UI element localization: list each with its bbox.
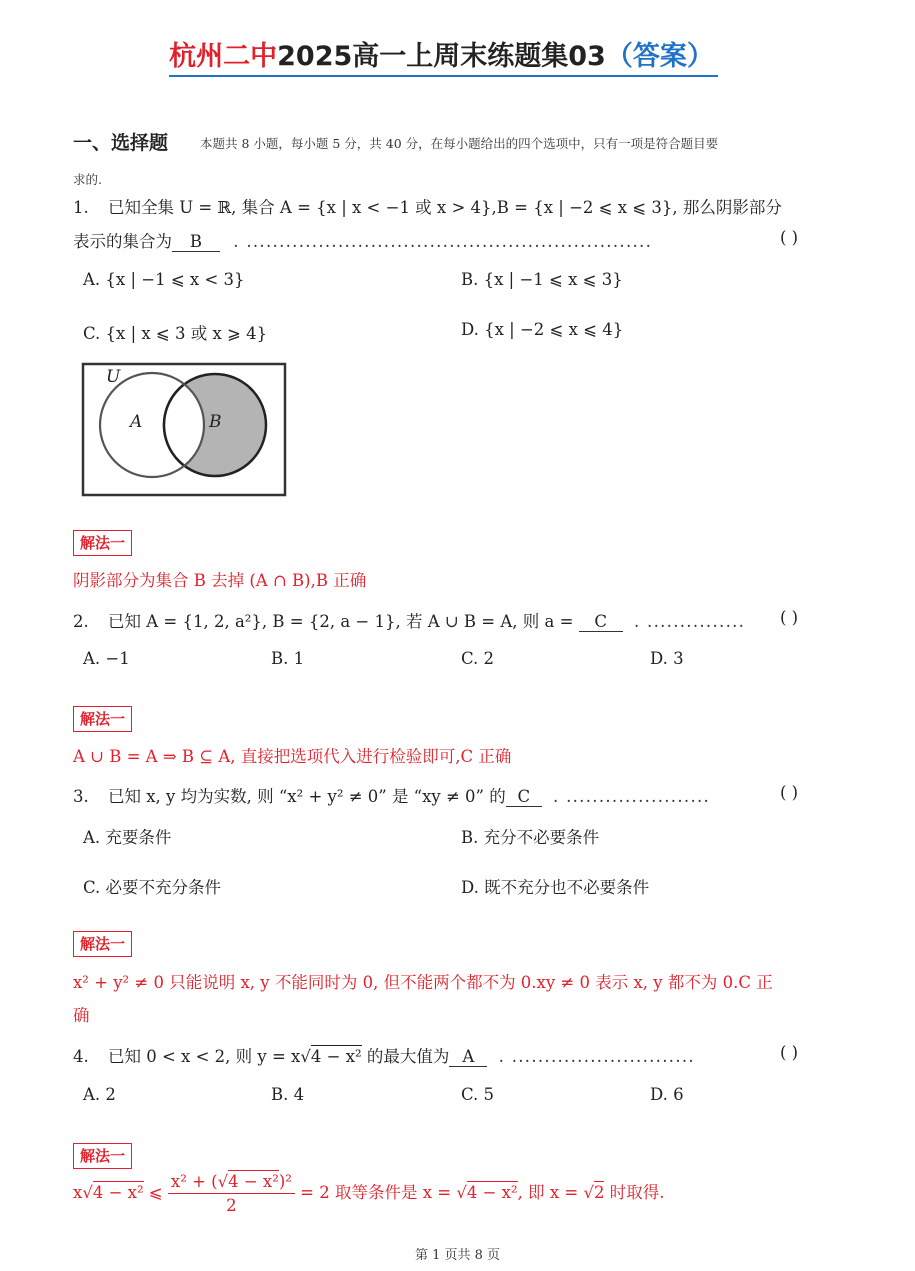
- question-2-stem: [73, 608, 745, 632]
- option-d: D. 3: [650, 649, 684, 668]
- page-footer: 第 1 页共 8 页: [414, 1248, 501, 1263]
- section-heading: 一、选择题: [73, 132, 169, 154]
- formula-text: ⩽: [143, 1183, 168, 1202]
- question-text: 已知 x, y 均为实数, 则 “x² + y² ≠ 0” 是 “xy ≠ 0” 的: [108, 787, 506, 806]
- option-c: C. 必要不充分条件: [83, 878, 222, 897]
- title-main: 2025高一上周末练题集03: [277, 41, 606, 72]
- fraction-numerator: x² + (√4 − x²)²: [168, 1172, 295, 1194]
- solution-label: 解法一: [73, 530, 132, 556]
- answer-blank: C: [506, 787, 542, 807]
- answer-blank: A: [449, 1047, 487, 1067]
- solution-label: 解法一: [73, 1143, 132, 1169]
- question-text: 表示的集合为: [73, 232, 172, 251]
- title-answer-tag: （答案）: [605, 41, 714, 72]
- radicand: 4 − x²: [92, 1183, 144, 1202]
- page-title: [0, 34, 915, 77]
- formula-text: x: [73, 1183, 83, 1202]
- question-number: 2.: [73, 612, 89, 631]
- fraction-denominator: 2: [226, 1196, 237, 1215]
- sqrt-sign: √: [300, 1047, 311, 1066]
- section-description-cont: 求的.: [73, 172, 102, 187]
- question-text: 已知 A = {1, 2, a²}, B = {2, a − 1}, 若 A ∪ B = A, 则 a =: [108, 612, 574, 631]
- venn-label-b: B: [209, 412, 222, 432]
- section-description: 本题共 8 小题，每小题 5 分，共 40 分，在每小题给出的四个选项中，只有一项是符合题目要: [200, 136, 719, 151]
- option-d: D. 既不充分也不必要条件: [461, 878, 650, 897]
- answer-paren: ( ): [780, 1043, 799, 1062]
- question-text: 已知 0 < x < 2, 则 y = x: [108, 1047, 301, 1066]
- dot-leader: . ......................: [553, 787, 711, 806]
- radicand: 4 − x²: [310, 1047, 362, 1066]
- venn-label-a: A: [130, 412, 143, 432]
- solution-label: 解法一: [73, 931, 132, 957]
- question-1-stem-cont: [73, 228, 652, 252]
- option-c: C. 5: [461, 1085, 495, 1104]
- venn-label-u: U: [106, 367, 121, 387]
- option-b: B. 4: [271, 1085, 305, 1104]
- option-a: A. 2: [83, 1085, 116, 1104]
- option-b: B. {x | −1 ⩽ x ⩽ 3}: [461, 270, 623, 289]
- radicand: 2: [593, 1183, 605, 1202]
- solution-text: x² + y² ≠ 0 只能说明 x, y 不能同时为 0, 但不能两个都不为 0.xy ≠ 0 表示 x, y 都不为 0.C 正: [73, 973, 773, 992]
- dot-leader: . ............................: [498, 1047, 695, 1066]
- option-b: B. 充分不必要条件: [461, 828, 600, 847]
- option-b: B. 1: [271, 649, 305, 668]
- title-school: 杭州二中: [169, 41, 278, 72]
- answer-blank: B: [172, 232, 220, 252]
- question-3-stem: [73, 783, 710, 807]
- radicand: 4 − x²: [466, 1183, 518, 1202]
- solution-text: A ∪ B = A ⇒ B ⊆ A, 直接把选项代入进行检验即可,C 正确: [73, 747, 512, 766]
- formula-text: , 即 x =: [517, 1183, 584, 1202]
- question-text: 已知全集 U = ℝ, 集合 A = {x | x < −1 或 x > 4},B = {x | −2 ⩽ x ⩽ 3}, 那么阴影部分: [108, 198, 782, 217]
- dot-leader: . ...............: [633, 612, 746, 631]
- question-number: 4.: [73, 1047, 89, 1066]
- solution-text: 阴影部分为集合 B 去掉 (A ∩ B),B 正确: [73, 571, 367, 590]
- question-number: 3.: [73, 787, 89, 806]
- option-a: A. 充要条件: [83, 828, 172, 847]
- option-a: A. −1: [83, 649, 130, 668]
- question-text-cont: 的最大值为: [361, 1047, 450, 1066]
- formula-text: 时取得.: [604, 1183, 665, 1202]
- question-1-stem: [73, 194, 782, 218]
- dot-leader: . ..............................................................: [233, 232, 653, 251]
- solution-text-cont: 确: [73, 1006, 90, 1025]
- answer-paren: ( ): [780, 228, 799, 247]
- answer-paren: ( ): [780, 783, 799, 802]
- question-number: 1.: [73, 198, 89, 217]
- answer-blank: C: [579, 612, 623, 632]
- solution-formula: x√4 − x² ⩽ $\frac{\text{x² + (√4 − x²)²}}{2}$ = 2 取等条件是 x = √4 − x², 即 x = √2 时取得.: [73, 1172, 665, 1215]
- option-d: D. {x | −2 ⩽ x ⩽ 4}: [461, 320, 624, 339]
- solution-label: 解法一: [73, 706, 132, 732]
- option-c: C. 2: [461, 649, 495, 668]
- fraction: [168, 1172, 295, 1215]
- option-c: C. {x | x ⩽ 3 或 x ⩾ 4}: [83, 324, 268, 343]
- formula-text: = 2 取等条件是 x =: [294, 1183, 457, 1202]
- option-a: A. {x | −1 ⩽ x < 3}: [83, 270, 245, 289]
- question-4-stem: [73, 1043, 695, 1067]
- option-d: D. 6: [650, 1085, 684, 1104]
- answer-paren: ( ): [780, 608, 799, 627]
